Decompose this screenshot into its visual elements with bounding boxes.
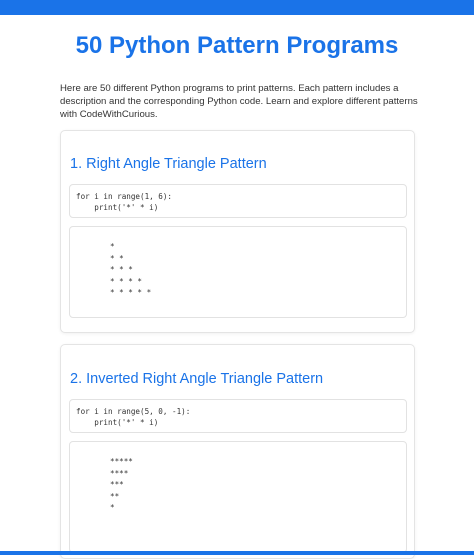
output-line: * [110, 242, 115, 251]
intro-paragraph: Here are 50 different Python programs to print patterns. Each pattern includes a description and the corresponding Python code. Learn and explore different patterns with CodeWithCurious. [60, 83, 418, 120]
code-line: for i in range(5, 0, -1): [76, 407, 191, 416]
output-line: ***** [110, 457, 133, 466]
pattern-title: 1. Right Angle Triangle Pattern [70, 156, 267, 172]
code-line: print('*' * i) [76, 203, 159, 212]
output-line: ** [110, 491, 120, 501]
output-line: **** [110, 468, 129, 478]
pattern-card [60, 130, 415, 333]
output-block [69, 226, 407, 318]
top-accent-bar [0, 0, 474, 15]
output-block [69, 441, 407, 553]
pattern-title: 2. Inverted Right Angle Triangle Pattern [70, 371, 324, 387]
output-line: * * * * [110, 276, 143, 286]
page-title: 50 Python Pattern Programs [75, 32, 399, 59]
code-line: print('*' * i) [76, 418, 159, 427]
code-line: for i in range(1, 6): [76, 192, 173, 201]
output-line: * [110, 503, 115, 512]
bottom-accent-bar [0, 551, 474, 555]
code-block[interactable] [69, 399, 407, 433]
output-line: * * [110, 253, 124, 263]
code-block[interactable] [69, 184, 407, 218]
output-line: * * * * * [110, 288, 152, 297]
output-line: *** [110, 480, 124, 489]
output-line: * * * [110, 265, 133, 274]
pattern-card [60, 344, 415, 559]
